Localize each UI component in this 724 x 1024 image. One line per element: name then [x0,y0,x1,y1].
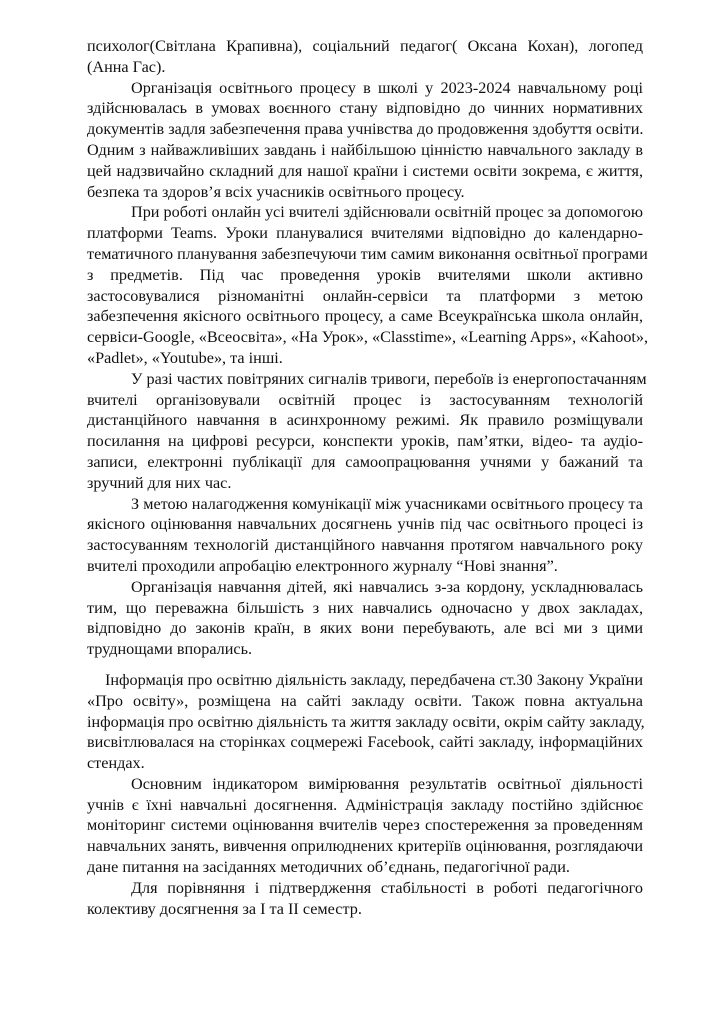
text-line: Для порівняння і підтвердження стабільності в роботі педагогічного [131,878,643,897]
text-line: відповідно до законів країн, в яких вони перебувають, але всі ми з цими [87,619,643,638]
text-line: З метою налагодження комунікації між учасниками освітнього процесу та [131,494,643,513]
text-line: цей надзвичайно складний для нашої країни і системи освіти зокрема, є життя, [87,161,643,180]
text-line: здійснювалась в умовах воєнного стану відповідно до чинних нормативних [87,99,643,118]
text-line: документів задля забезпечення права учнівства до продовження здобуття освіти. [87,120,644,139]
text-line: сервіси-Google, «Всеосвіта», «На Урок», «Classtime», «Learning Apps», «Kahoot», [87,328,649,347]
paragraph-organization-martial-law [87,78,643,203]
text-line: дистанційного навчання в асинхронному режимі. Як правило розміщували [87,411,643,430]
document-page [87,36,649,919]
text-line: платформи Teams. Уроки планувалися вчителями відповідно до календарно- [87,224,643,243]
text-line: колективу досягнення за І та ІІ семестр. [87,899,362,918]
text-line: застосовувалися різноманітні онлайн-сервіси та платформи з метою [87,286,643,305]
paragraph-air-raid-alerts [87,369,647,494]
paragraph-achievement-indicator [87,774,643,878]
text-line: труднощами впорались. [87,640,252,659]
text-line: тим, що переважна більшість з них навчались одночасно у двох закладах, [87,598,643,617]
text-line: При роботі онлайн усі вчителі здійснювали освітній процес за допомогою [131,203,643,222]
text-line: вчителі проходили апробацію електронного журналу “Нові знання”. [87,556,558,575]
text-line: інформація про освітню діяльність та життя закладу освіти, окрім сайту закладу, [87,712,645,731]
text-line: забезпечення якісного освітнього процесу, а саме Всеукраїнська школа онлайн, [87,307,643,326]
text-line: Основним індикатором вимірювання результатів освітньої діяльності [131,774,643,793]
paragraph-online-teaching [87,202,649,368]
text-line: Організація навчання дітей, які навчались з-за кордону, ускладнювалась [131,577,643,596]
text-line: безпека та здоров’я всіх учасників освітнього процесу. [87,182,465,201]
paragraph-staff-continuation [87,36,643,78]
text-line: посилання на цифрові ресурси, конспекти уроків, пам’ятки, відео- та аудіо- [87,432,643,451]
text-line: «Padlet», «Youtube», та інші. [87,348,283,367]
paragraph-semester-comparison [87,878,643,920]
text-line: дане питання на засіданнях методичних об’єднань, педагогічної ради. [87,858,570,877]
paragraph-public-information [87,670,643,774]
text-line: Одним з найважливіших завдань і найбільшою цінністю навчального закладу в [87,140,643,159]
text-line: Організація освітнього процесу в школі у 2023-2024 навчальному році [131,78,643,97]
text-line: навчальних занять, вивчення оприлюднених критеріїв оцінювання, розглядаючи [87,837,643,856]
text-line: тематичного планування забезпечуючи тим самим виконання освітньої програми [87,244,648,263]
text-line: якісного оцінювання навчальних досягнень учнів під час освітнього процесі із [87,515,643,534]
text-line: записи, електронні публікації для самоопрацювання учнями у бажаний та [87,452,643,471]
text-line: зручний для них час. [87,473,232,492]
text-line: стендах. [87,754,145,773]
text-line: (Анна Гас). [87,57,166,76]
text-line: психолог(Світлана Крапивна), соціальний педагог( Оксана Кохан), логопед [87,37,643,55]
text-line: моніторинг системи оцінювання вчителів через спостереження за проведенням [87,816,643,835]
text-line: з предметів. Під час проведення уроків вчителями школи активно [87,265,643,284]
text-line: Інформація про освітню діяльність закладу, передбачена ст.30 Закону України [105,670,643,689]
text-line: висвітлювалася на сторінках соцмережі Facebook, сайті закладу, інформаційних [87,733,643,752]
text-line: «Про освіту», розміщена на сайті закладу освіти. Також повна актуальна [87,691,643,710]
text-line: застосуванням технологій дистанційного навчання протягом навчального року [87,536,643,555]
paragraph-abroad-students [87,577,643,660]
text-line: У разі частих повітряних сигналів тривоги, перебоїв із енергопостачанням [131,369,647,388]
text-line: вчителі організовували освітній процес із застосуванням технологій [87,390,643,409]
text-line: учнів є їхні навчальні досягнення. Адміністрація закладу постійно здійснює [87,795,643,814]
paragraph-electronic-journal [87,494,643,577]
